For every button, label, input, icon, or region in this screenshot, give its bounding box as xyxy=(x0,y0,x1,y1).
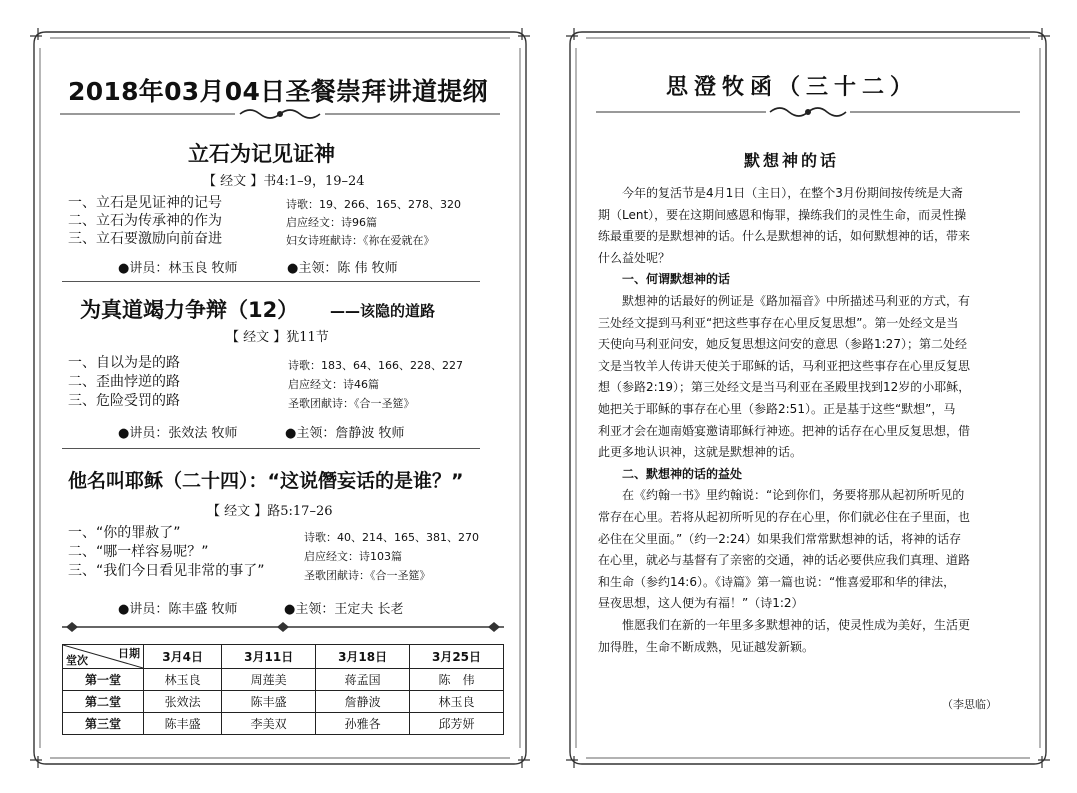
sermon-point: 三、“我们今日看见非常的事了” xyxy=(68,563,265,579)
paragraph-line: 惟愿我们在新的一年里多多默想神的话，使灵性成为美好，生活更 xyxy=(622,618,971,632)
sermon-3-points xyxy=(68,524,265,581)
paragraph-line: 她把关于耶稣的事存在心里（参路2:51）。正是基于这些“默想”，马 xyxy=(598,402,956,416)
paragraph-line: 今年的复活节是4月1日（主日），在整个3月份期间按传统是大斋 xyxy=(622,186,963,200)
table-cell: 李美双 xyxy=(222,713,316,735)
table-cell: 周莲美 xyxy=(222,669,316,691)
page-title: 2018年03月04日圣餐崇拜讲道提纲 xyxy=(68,77,488,106)
table-cell: 陈 伟 xyxy=(410,669,504,691)
sermon-2-scripture: 【 经文 】犹11节 xyxy=(226,330,329,345)
article-title: 默想神的话 xyxy=(744,151,840,170)
corner-session-label: 堂次 xyxy=(66,654,88,667)
sermon-1-scripture: 【 经文 】书4:1–9，19–24 xyxy=(203,174,365,189)
session-label: 第三堂 xyxy=(63,713,144,735)
responsive-reading: 启应经文：诗46篇 xyxy=(288,378,379,391)
date-header: 3月11日 xyxy=(222,645,316,669)
sermon-1-info xyxy=(286,196,461,250)
table-cell: 林玉良 xyxy=(144,669,222,691)
responsive-reading: 启应经文：诗103篇 xyxy=(304,550,402,563)
choir-anthem: 妇女诗班献诗：《祢在爱就在》 xyxy=(286,234,435,247)
sermon-point: 二、歪曲悖逆的路 xyxy=(68,374,180,390)
sermon-point: 一、立石是见证神的记号 xyxy=(68,195,222,211)
sermon-3-preacher: ●讲员：陈丰盛 牧师 xyxy=(118,602,238,617)
table-cell: 蒋孟国 xyxy=(316,669,410,691)
author-signature: （李思临） xyxy=(942,698,997,711)
preacher-schedule-table xyxy=(62,644,504,735)
sermon-point: 三、危险受罚的路 xyxy=(68,393,180,409)
table-cell: 陈丰盛 xyxy=(222,691,316,713)
sermon-point: 一、自以为是的路 xyxy=(68,355,180,371)
table-cell: 孙雅各 xyxy=(316,713,410,735)
sermon-2-title: 为真道竭力争辩（12） xyxy=(80,298,299,322)
date-header: 3月4日 xyxy=(144,645,222,669)
decorative-frame xyxy=(566,28,1050,768)
ornament-divider xyxy=(596,104,1020,120)
ornament-divider xyxy=(60,106,500,122)
paragraph-line: 昼夜思想，这人便为有福！”（诗1:2） xyxy=(598,596,804,611)
hymn-list: 诗歌：183、64、166、228、227 xyxy=(288,359,463,372)
sermon-3-info xyxy=(304,528,479,585)
sermon-3-scripture: 【 经文 】路5:17–26 xyxy=(207,504,333,519)
paragraph-line: 必住在父里面。”（约一2:24）如果我们常常默想神的话，将神的话存 xyxy=(598,531,962,546)
paragraph-line: 在心里，就必与基督有了亲密的交通，神的话必要供应我们真理、道路 xyxy=(598,553,971,568)
paragraph-line: 常存在心里。若将从起初所听见的存在心里，你们就必住在子里面，也 xyxy=(598,510,971,524)
sermon-2-leader: ●主领：詹静波 牧师 xyxy=(285,426,405,441)
paragraph-line: 想（参路2:19）；第三处经文是当马利亚在圣殿里找到12岁的小耶稣， xyxy=(598,380,971,395)
choir-anthem: 圣歌团献诗：《合一圣筵》 xyxy=(288,397,415,410)
section-heading: 二、默想神的话的益处 xyxy=(622,466,743,481)
paragraph-line: 在《约翰一书》里约翰说：“论到你们，务要将那从起初所听见的 xyxy=(622,488,965,503)
table-cell: 邱芳妍 xyxy=(410,713,504,735)
sermon-point: 二、“哪一样容易呢？” xyxy=(68,544,209,560)
paragraph-line: 利亚才会在迦南婚宴邀请耶稣行神迹。把神的话存在心里反复思想，借 xyxy=(598,423,971,438)
section-divider xyxy=(62,448,480,449)
date-header: 3月25日 xyxy=(410,645,504,669)
table-corner-cell xyxy=(63,645,144,669)
table-cell: 詹静波 xyxy=(316,691,410,713)
diamond-divider xyxy=(62,620,504,634)
table-cell: 张效法 xyxy=(144,691,222,713)
sermon-point: 一、“你的罪赦了” xyxy=(68,525,181,541)
sermon-2-info xyxy=(288,356,463,413)
responsive-reading: 启应经文：诗96篇 xyxy=(286,216,377,229)
paragraph-line: 什么益处呢？ xyxy=(598,250,671,265)
hymn-list: 诗歌：19、266、165、278、320 xyxy=(286,198,461,211)
sermon-point: 三、立石要激励向前奋进 xyxy=(68,231,222,247)
left-page xyxy=(30,28,530,768)
sermon-1-title: 立石为记见证神 xyxy=(188,142,335,166)
paragraph-line: 和生命（参约14:6）。《诗篇》第一篇也说：“惟喜爱耶和华的律法， xyxy=(598,574,956,589)
sermon-point: 二、立石为传承神的作为 xyxy=(68,213,222,229)
sermon-1-preacher: ●讲员：林玉良 牧师 xyxy=(118,261,238,276)
session-label: 第一堂 xyxy=(63,669,144,691)
table-row xyxy=(63,713,504,735)
sermon-1-leader: ●主领：陈 伟 牧师 xyxy=(287,261,398,276)
paragraph-line: 默想神的话最好的例证是《路加福音》中所描述马利亚的方式，有 xyxy=(622,294,971,308)
paragraph-line: 文是当牧羊人传讲天使关于耶稣的话，马利亚把这些事存在心里反复思 xyxy=(598,358,971,373)
section-heading: 一、何谓默想神的话 xyxy=(622,272,731,287)
right-page xyxy=(566,28,1050,768)
choir-anthem: 圣歌团献诗：《合一圣筵》 xyxy=(304,569,431,582)
paragraph-line: 此更多地认识神，这就是默想神的话。 xyxy=(598,445,803,460)
paragraph-line: 期（Lent），要在这期间感恩和悔罪，操练我们的灵性生命，而灵性操 xyxy=(598,207,967,222)
sermon-2-points xyxy=(68,354,180,411)
paragraph-line: 加得胜，生命不断成熟，见证越发新颖。 xyxy=(598,639,815,654)
table-cell: 林玉良 xyxy=(410,691,504,713)
table-row xyxy=(63,691,504,713)
sermon-1-points xyxy=(68,194,222,248)
table-cell: 陈丰盛 xyxy=(144,713,222,735)
hymn-list: 诗歌：40、214、165、381、270 xyxy=(304,531,479,544)
session-label: 第二堂 xyxy=(63,691,144,713)
section-divider xyxy=(62,281,480,282)
sermon-2-subtitle: ——该隐的道路 xyxy=(330,302,436,320)
paragraph-line: 天使向马利亚问安，她反复思想这问安的意思（参路1:27）；第二处经 xyxy=(598,337,967,352)
paragraph-line: 练最重要的是默想神的话。什么是默想神的话，如何默想神的话，带来 xyxy=(598,229,971,244)
table-header-row xyxy=(63,645,504,669)
date-header: 3月18日 xyxy=(316,645,410,669)
sermon-3-title: 他名叫耶稣（二十四）：“这说僭妄话的是谁？” xyxy=(68,470,464,492)
letter-series-title: 思澄牧函（三十二） xyxy=(666,74,919,100)
corner-date-label: 日期 xyxy=(118,647,140,660)
paragraph-line: 三处经文提到马利亚“把这些事存在心里反复思想”。第一处经文是当 xyxy=(598,315,959,330)
sermon-3-leader: ●主领：王定夫 长老 xyxy=(284,602,404,617)
sermon-2-preacher: ●讲员：张效法 牧师 xyxy=(118,426,238,441)
table-row xyxy=(63,669,504,691)
